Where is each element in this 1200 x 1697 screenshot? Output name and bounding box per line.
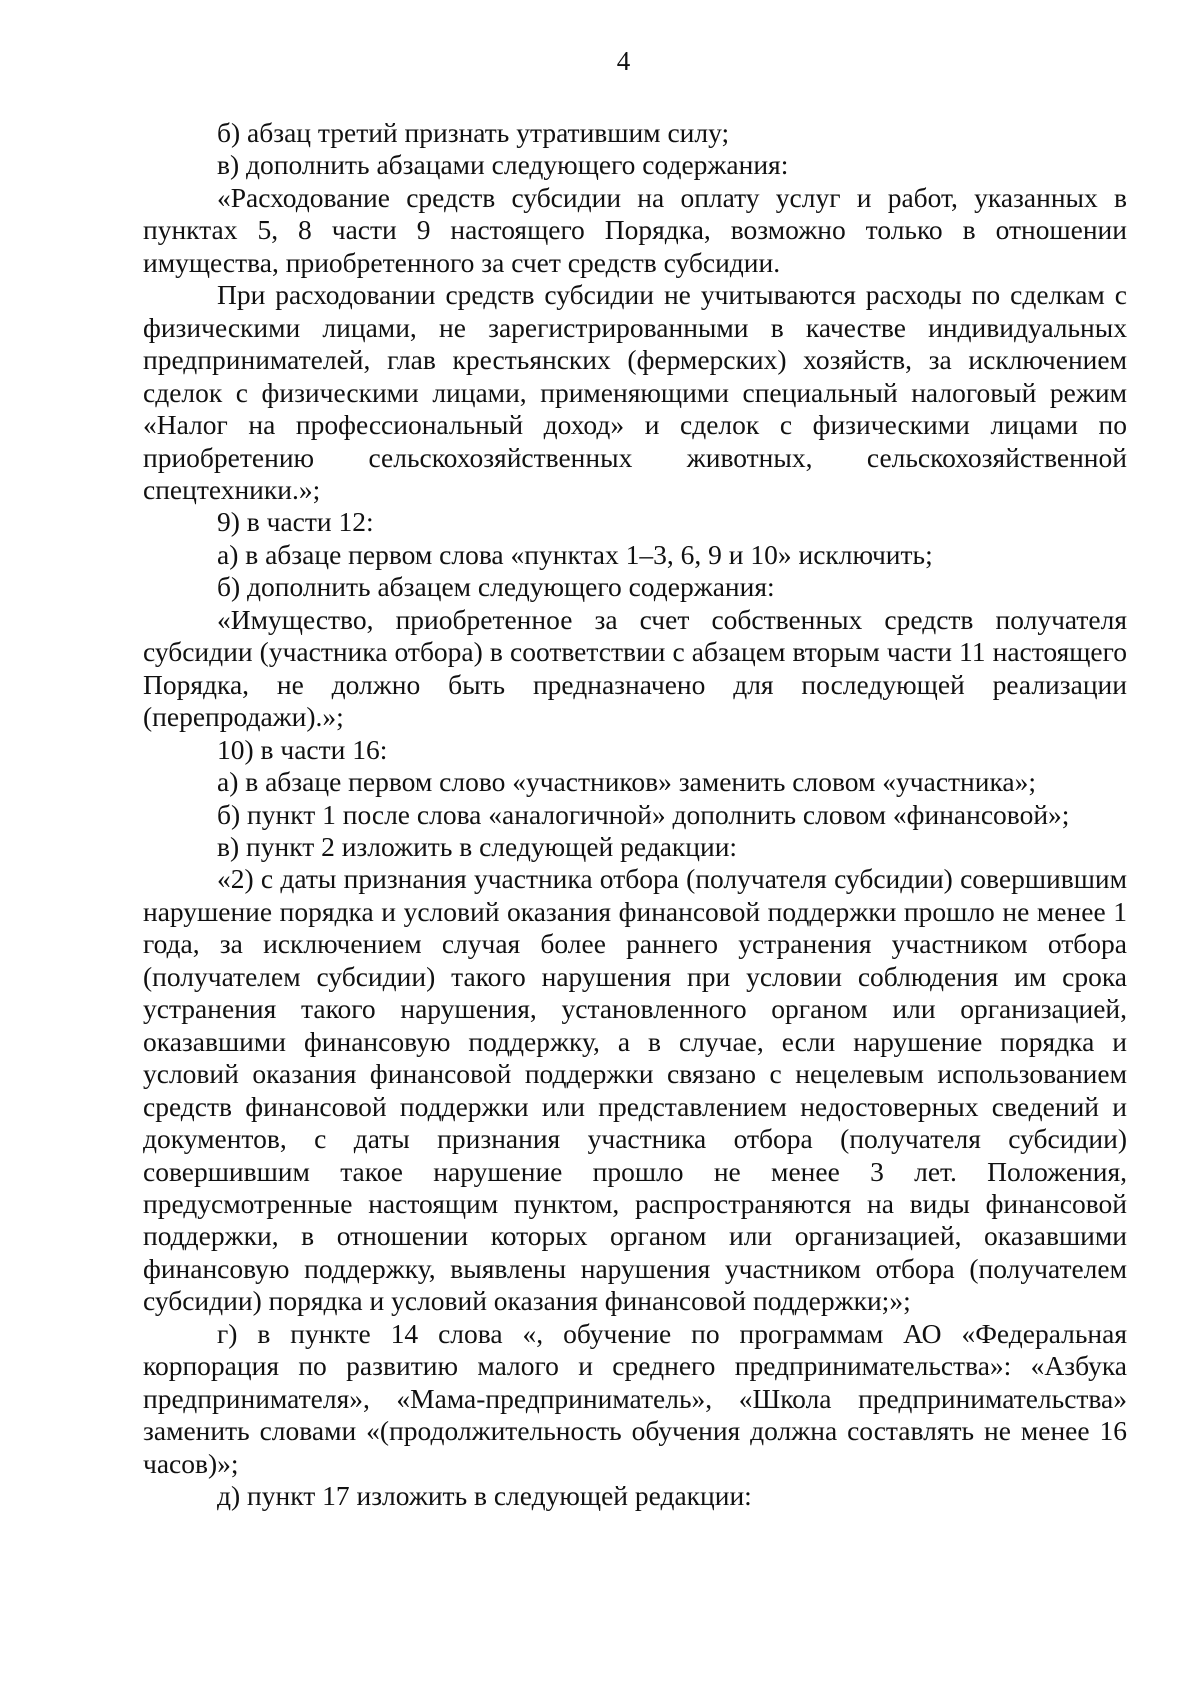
paragraph: «2) с даты признания участника отбора (получателя субсидии) совершившим нарушение порядка и условий оказания финансовой поддержки прошло не менее 1 года, за исключением случая более раннего устранения участником отбора (получателем субсидии) такого нарушения при условии соблюдения им срока устранения такого нарушения, установленного органом или организацией, оказавшими финансовую поддержку, а в случае, если нарушение порядка и условий оказания финансовой поддержки связано с нецелевым использованием средств финансовой поддержки или представлением недостоверных сведений и документов, с даты признания участника отбора (получателя субсидии) совершившим такое нарушение прошло не менее 3 лет. Положения, предусмотренные настоящим пунктом, распространяются на виды финансовой поддержки, в отношении которых органом или организацией, оказавшими финансовую поддержку, выявлены нарушения участником отбора (получателем субсидии) порядка и условий оказания финансовой поддержки;»; [143,863,1127,1317]
paragraph: б) абзац третий признать утратившим силу; [217,117,730,148]
paragraph: б) пункт 1 после слова «аналогичной» дополнить словом «финансовой»; [217,798,1070,830]
paragraph: б) дополнить абзацем следующего содержания: [217,571,775,603]
paragraph: г) в пункте 14 слова «, обучение по программам АО «Федеральная корпорация по развитию малого и среднего предпринимательства»: «Азбука предпринимателя», «Мама-предприниматель», «Школа предпринимательства» заменить словами «(продолжительность обучения должна составлять не менее 16 часов)»; [143,1317,1127,1479]
paragraph: «Расходование средств субсидии на оплату услуг и работ, указанных в пунктах 5, 8 части 9 настоящего Порядка, возможно только в отношении имущества, приобретенного за счет средств субсидии. [143,181,1127,278]
paragraph: 9) в части 12: [217,506,374,538]
paragraph: в) пункт 2 изложить в следующей редакции: [217,830,738,862]
paragraph: «Имущество, приобретенное за счет собственных средств получателя субсидии (участника отбора) в соответствии с абзацем вторым части 11 настоящего Порядка, не должно быть предназначено для последующей реализации (перепродажи).»; [143,603,1127,733]
paragraph: а) в абзаце первом слова «пунктах 1–3, 6, 9 и 10» исключить; [217,538,933,570]
paragraph: 10) в части 16: [217,733,388,765]
document-body [143,117,1127,1512]
paragraph: д) пункт 17 изложить в следующей редакции: [217,1480,752,1512]
page-number: 4 [616,46,631,76]
paragraph: в) дополнить абзацами следующего содержания: [217,149,789,181]
paragraph: При расходовании средств субсидии не учитываются расходы по сделкам с физическими лицами, не зарегистрированными в качестве индивидуальных предпринимателей, глав крестьянских (фермерских) хозяйств, за исключением сделок с физическими лицами, применяющими специальный налоговый режим «Налог на профессиональный доход» и сделок с физическими лицами по приобретению сельскохозяйственных животных, сельскохозяйственной спецтехники.»; [143,279,1127,505]
paragraph: а) в абзаце первом слово «участников» заменить словом «участника»; [217,766,1037,798]
